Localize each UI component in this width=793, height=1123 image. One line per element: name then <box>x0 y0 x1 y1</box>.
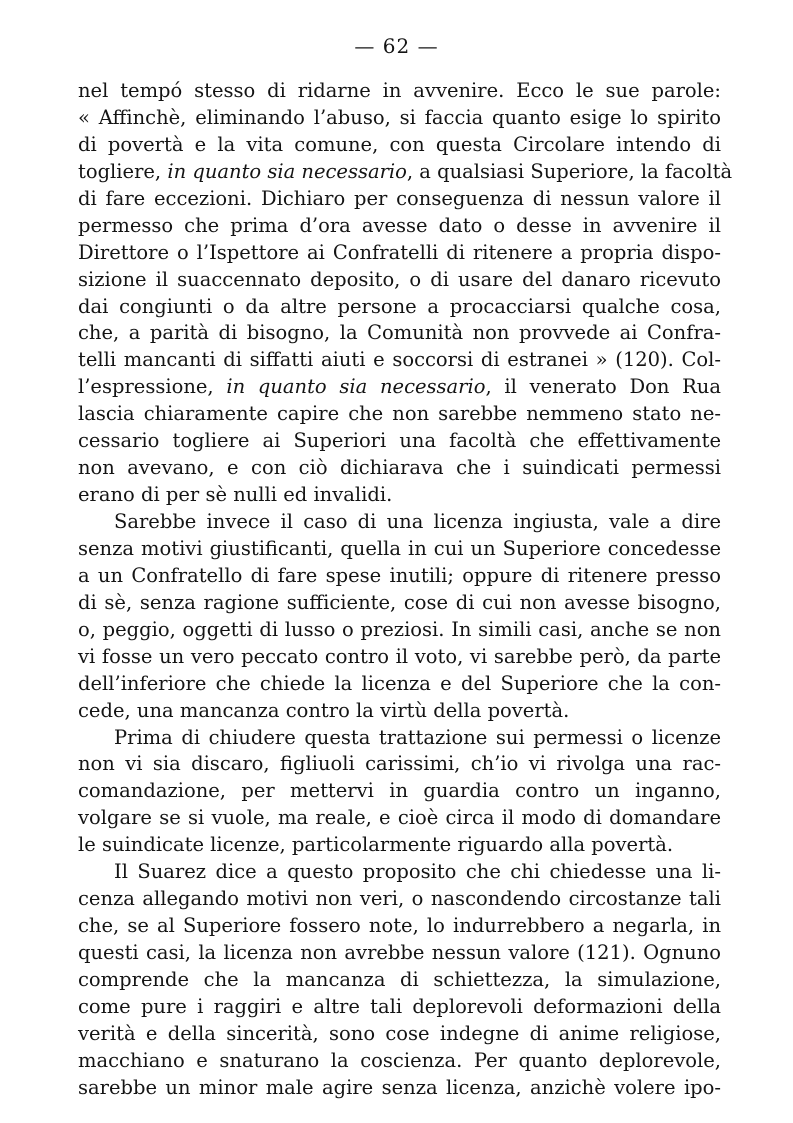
text-segment: togliere, <box>78 159 168 183</box>
text-line <box>78 1075 721 1102</box>
text-segment: telli mancanti di siffatti aiuti e soccorsi di estranei » (120). Col- <box>78 348 721 372</box>
text-segment: questi casi, la licenza non avrebbe nessun valore (121). Ognuno <box>78 941 721 964</box>
text-line <box>78 294 721 321</box>
text-segment: sizione il suaccennato deposito, o di usare del danaro ricevuto <box>78 267 721 291</box>
text-segment: che, se al Superiore fossero note, lo indurrebbero a negarla, in <box>78 914 721 938</box>
text-line <box>78 267 721 294</box>
text-segment: come pure i raggiri e altre tali deplorevoli deformazioni della <box>78 994 721 1018</box>
text-segment: l’espressione, <box>78 375 227 399</box>
text-segment: cessario togliere ai Superiori una facoltà che effettivamente <box>78 429 721 453</box>
text-line <box>78 347 721 374</box>
text-line <box>78 213 721 240</box>
text-segment: vi fosse un vero peccato contro il voto, vi sarebbe però, da parte <box>78 644 721 668</box>
text-line <box>78 778 721 805</box>
text-line <box>78 725 721 752</box>
text-line <box>78 698 721 725</box>
text-line <box>78 320 721 347</box>
text-line <box>78 455 721 482</box>
text-segment: a un Confratello di fare spese inutili; oppure di ritenere presso <box>78 563 721 587</box>
text-segment: di povertà e la vita comune, con questa Circolare intendo di <box>78 132 721 156</box>
text-segment: , il venerato Don Rua <box>485 375 721 399</box>
text-segment: macchiano e snaturano la coscienza. Per quanto deplorevole, <box>78 1048 721 1072</box>
text-line <box>78 105 721 132</box>
text-line <box>78 940 721 967</box>
text-segment: , a qualsiasi Superiore, la facoltà <box>406 159 733 183</box>
text-segment: dai congiunti o da altre persone a procacciarsi qualche cosa, <box>78 294 721 318</box>
text-segment: lascia chiaramente capire che non sarebbe nemmeno stato ne- <box>78 402 721 426</box>
text-line <box>78 509 721 536</box>
text-line <box>78 240 721 267</box>
text-line <box>78 1048 721 1075</box>
text-line <box>78 482 721 509</box>
text-line <box>78 913 721 940</box>
text-line <box>78 671 721 698</box>
text-segment: volgare se si vuole, ma reale, e cioè circa il modo di domandare <box>78 806 721 830</box>
text-line <box>78 1021 721 1048</box>
text-line <box>78 428 721 455</box>
text-segment: « Affinchè, eliminando l’abuso, si faccia quanto esige lo spirito <box>78 105 721 129</box>
text-segment: di sè, senza ragione sufficiente, cose di cui non avesse bisogno, <box>78 590 721 614</box>
text-segment: comandazione, per mettervi in guardia contro un inganno, <box>78 779 721 803</box>
text-segment: che, a parità di bisogno, la Comunità non provvede ai Confra- <box>78 321 721 345</box>
text-line <box>78 563 721 590</box>
text-segment: Il Suarez dice a questo proposito che chi chiedesse una li- <box>114 860 721 884</box>
text-segment: comprende che la mancanza di schiettezza, la simulazione, <box>78 967 721 991</box>
text-line <box>78 536 721 563</box>
text-line <box>78 994 721 1021</box>
text-line <box>78 751 721 778</box>
text-segment: senza motivi giustificanti, quella in cui un Superiore concedesse <box>78 536 721 560</box>
text-segment: di fare eccezioni. Dichiaro per conseguenza di nessun valore il <box>78 186 721 210</box>
text-segment: non avevano, e con ciò dichiarava che i suindicati permessi <box>78 456 721 480</box>
text-segment: Sarebbe invece il caso di una licenza ingiusta, vale a dire <box>114 510 721 533</box>
text-line <box>78 805 721 832</box>
text-line <box>78 590 721 617</box>
text-segment: erano di per sè nulli ed invalidi. <box>78 483 393 507</box>
text-segment: non vi sia discaro, figliuoli carissimi, ch’io vi rivolga una rac- <box>78 752 721 776</box>
text-segment: cenza allegando motivi non veri, o nascondendo circostanze tali <box>78 887 721 911</box>
text-line <box>78 186 721 213</box>
text-line <box>78 644 721 671</box>
text-segment: sarebbe un minor male agire senza licenza, anzichè volere ipo- <box>78 1075 721 1099</box>
text-line <box>78 859 721 886</box>
text-line <box>78 617 721 644</box>
text-segment: Direttore o l’Ispettore ai Confratelli di ritenere a propria dispo- <box>78 240 721 264</box>
text-segment: verità e della sincerità, sono cose indegne di anime religiose, <box>78 1021 721 1045</box>
italic-phrase: in quanto sia necessario <box>226 375 486 399</box>
text-line <box>78 886 721 913</box>
text-segment: cede, una mancanza contro la virtù della povertà. <box>78 698 570 722</box>
text-segment: o, peggio, oggetti di lusso o preziosi. In simili casi, anche se non <box>78 617 721 641</box>
text-line <box>78 374 721 401</box>
text-line <box>78 78 721 105</box>
text-line <box>78 832 721 859</box>
text-segment: le suindicate licenze, particolarmente riguardo alla povertà. <box>78 833 674 857</box>
text-segment: dell’inferiore che chiede la licenza e del Superiore che la con- <box>78 671 721 695</box>
text-line <box>78 401 721 428</box>
text-line <box>78 967 721 994</box>
text-line <box>78 132 721 159</box>
page-number: — 62 — <box>354 34 439 58</box>
text-segment: Prima di chiudere questa trattazione sui permessi o licenze <box>114 725 721 749</box>
text-line <box>78 159 733 186</box>
text-segment: nel tempó stesso di ridarne in avvenire. Ecco le sue parole: <box>78 79 721 102</box>
text-segment: permesso che prima d’ora avesse dato o desse in avvenire il <box>78 213 721 237</box>
body-text <box>78 78 733 1102</box>
italic-phrase: in quanto sia necessario <box>167 159 407 183</box>
